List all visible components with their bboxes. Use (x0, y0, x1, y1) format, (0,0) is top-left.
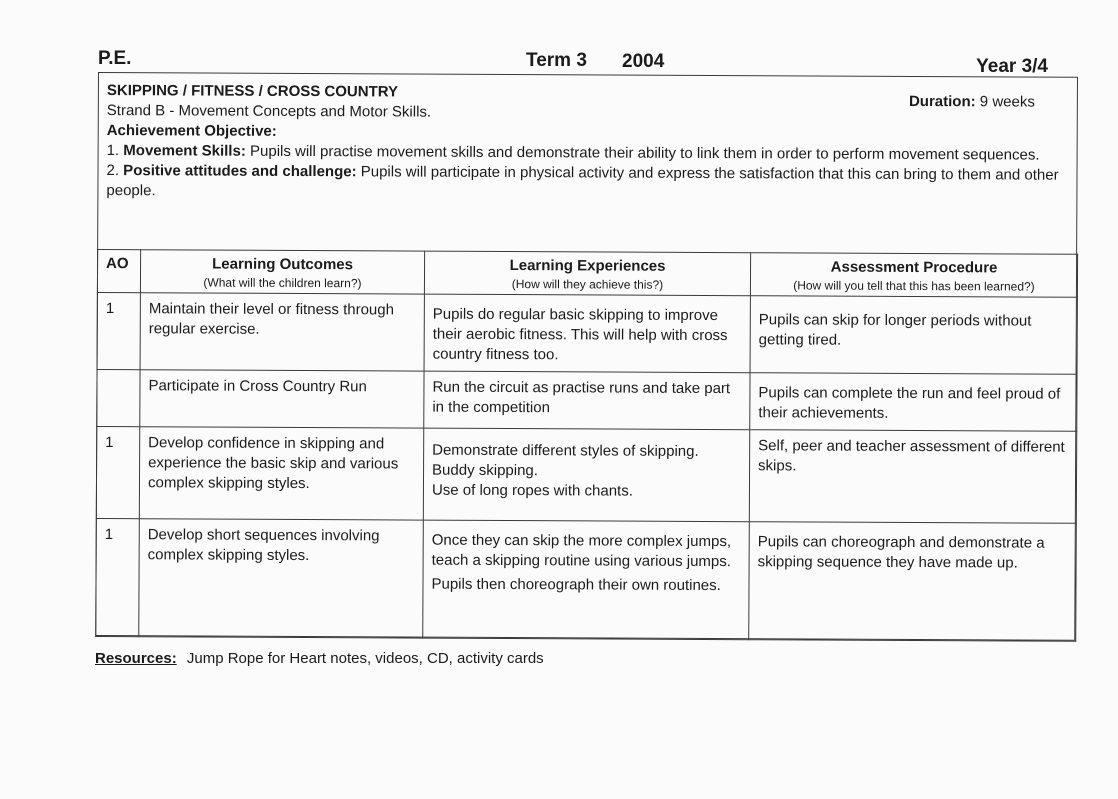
column-header-title: Assessment Procedure (830, 258, 998, 277)
experience-text: Once they can skip the more complex jumps, teach a skipping routine using various jumps. (431, 531, 732, 571)
ao-cell: 1 (96, 518, 140, 636)
plan-frame (95, 72, 1078, 641)
duration (909, 93, 1035, 111)
assessment-cell: Self, peer and teacher assessment of different skips. (749, 430, 1076, 524)
year-level-label: Year 3/4 (976, 56, 1048, 77)
experience-cell (423, 520, 750, 640)
outcome-cell: Participate in Cross Country Run (140, 370, 424, 428)
objective-number: 2. (106, 162, 120, 180)
resources-line (95, 650, 544, 667)
objective-number: 1. (106, 142, 120, 160)
column-header-title: Learning Experiences (509, 257, 666, 275)
term-label: Term 3 (526, 50, 587, 71)
subject-label: P.E. (98, 48, 132, 69)
column-header-assessment (750, 253, 1077, 298)
table-row (97, 369, 1077, 431)
experience-text: Demonstrate different styles of skipping. (432, 441, 699, 460)
duration-value: 9 weeks (979, 93, 1035, 111)
objective-label: Movement Skills: (123, 142, 246, 160)
column-header-title: Learning Outcomes (212, 255, 354, 274)
column-header-experiences (424, 251, 750, 296)
resources-text: Jump Rope for Heart notes, videos, CD, activity cards (186, 650, 544, 667)
objective-heading: Achievement Objective: (106, 122, 277, 140)
experience-text: Run the circuit as practise runs and take part in the competition (432, 378, 731, 417)
column-header-subtitle: (How will you tell that this has been learned?) (793, 278, 1035, 294)
column-header-subtitle: (How will they achieve this?) (511, 277, 664, 292)
objective-item (106, 161, 1068, 206)
resources-label: Resources: (95, 650, 177, 667)
table-row (96, 426, 1076, 523)
duration-label: Duration: (908, 92, 976, 111)
outcome-cell: Develop confidence in skipping and experience the basic skip and various complex skipping styles. (139, 427, 423, 520)
column-header-title: AO (106, 255, 129, 273)
objective-label: Positive attitudes and challenge: (123, 162, 357, 181)
experience-text: Buddy skipping. (432, 461, 539, 480)
experience-cell (424, 294, 750, 373)
table-row (97, 292, 1077, 374)
learning-plan-table (95, 249, 1078, 642)
outcome-cell: Maintain their level or fitness through regular exercise. (140, 293, 424, 371)
experience-text: Use of long ropes with chants. (431, 481, 633, 500)
assessment-cell: Pupils can complete the run and feel proud of their achievements. (750, 373, 1077, 432)
assessment-cell: Pupils can skip for longer periods without getting tired. (750, 296, 1077, 375)
outcome-cell: Develop short sequences involving complex skipping styles. (139, 519, 424, 638)
column-header-ao (97, 250, 140, 293)
table-header-row (97, 250, 1077, 298)
assessment-cell: Pupils can choreograph and demonstrate a skipping sequence they have made up. (749, 522, 1077, 642)
table-row (96, 518, 1077, 641)
unit-title: SKIPPING / FITNESS / CROSS COUNTRY (106, 82, 399, 101)
experience-cell (423, 428, 749, 522)
experience-text: Pupils do regular basic skipping to improve their aerobic fitness. This will help with cross country fitness too. (432, 305, 728, 364)
ao-cell (97, 369, 140, 426)
ao-cell: 1 (96, 426, 139, 518)
experience-cell (424, 371, 750, 430)
term-year-label: 2004 (622, 51, 665, 72)
ao-cell: 1 (97, 292, 140, 369)
column-header-outcomes (140, 250, 424, 294)
column-header-subtitle: (What will the children learn?) (203, 275, 362, 291)
objective-text: Pupils will practise movement skills and demonstrate their ability to link them in order to perform movement sequences. (249, 142, 1040, 164)
objective-text: Pupils will participate in physical activity and express the satisfaction that this can bring to them and other people. (106, 163, 1059, 200)
experience-text: Pupils then choreograph their own routines. (431, 575, 721, 595)
strand-line: Strand B - Movement Concepts and Motor Skills. (106, 102, 432, 121)
